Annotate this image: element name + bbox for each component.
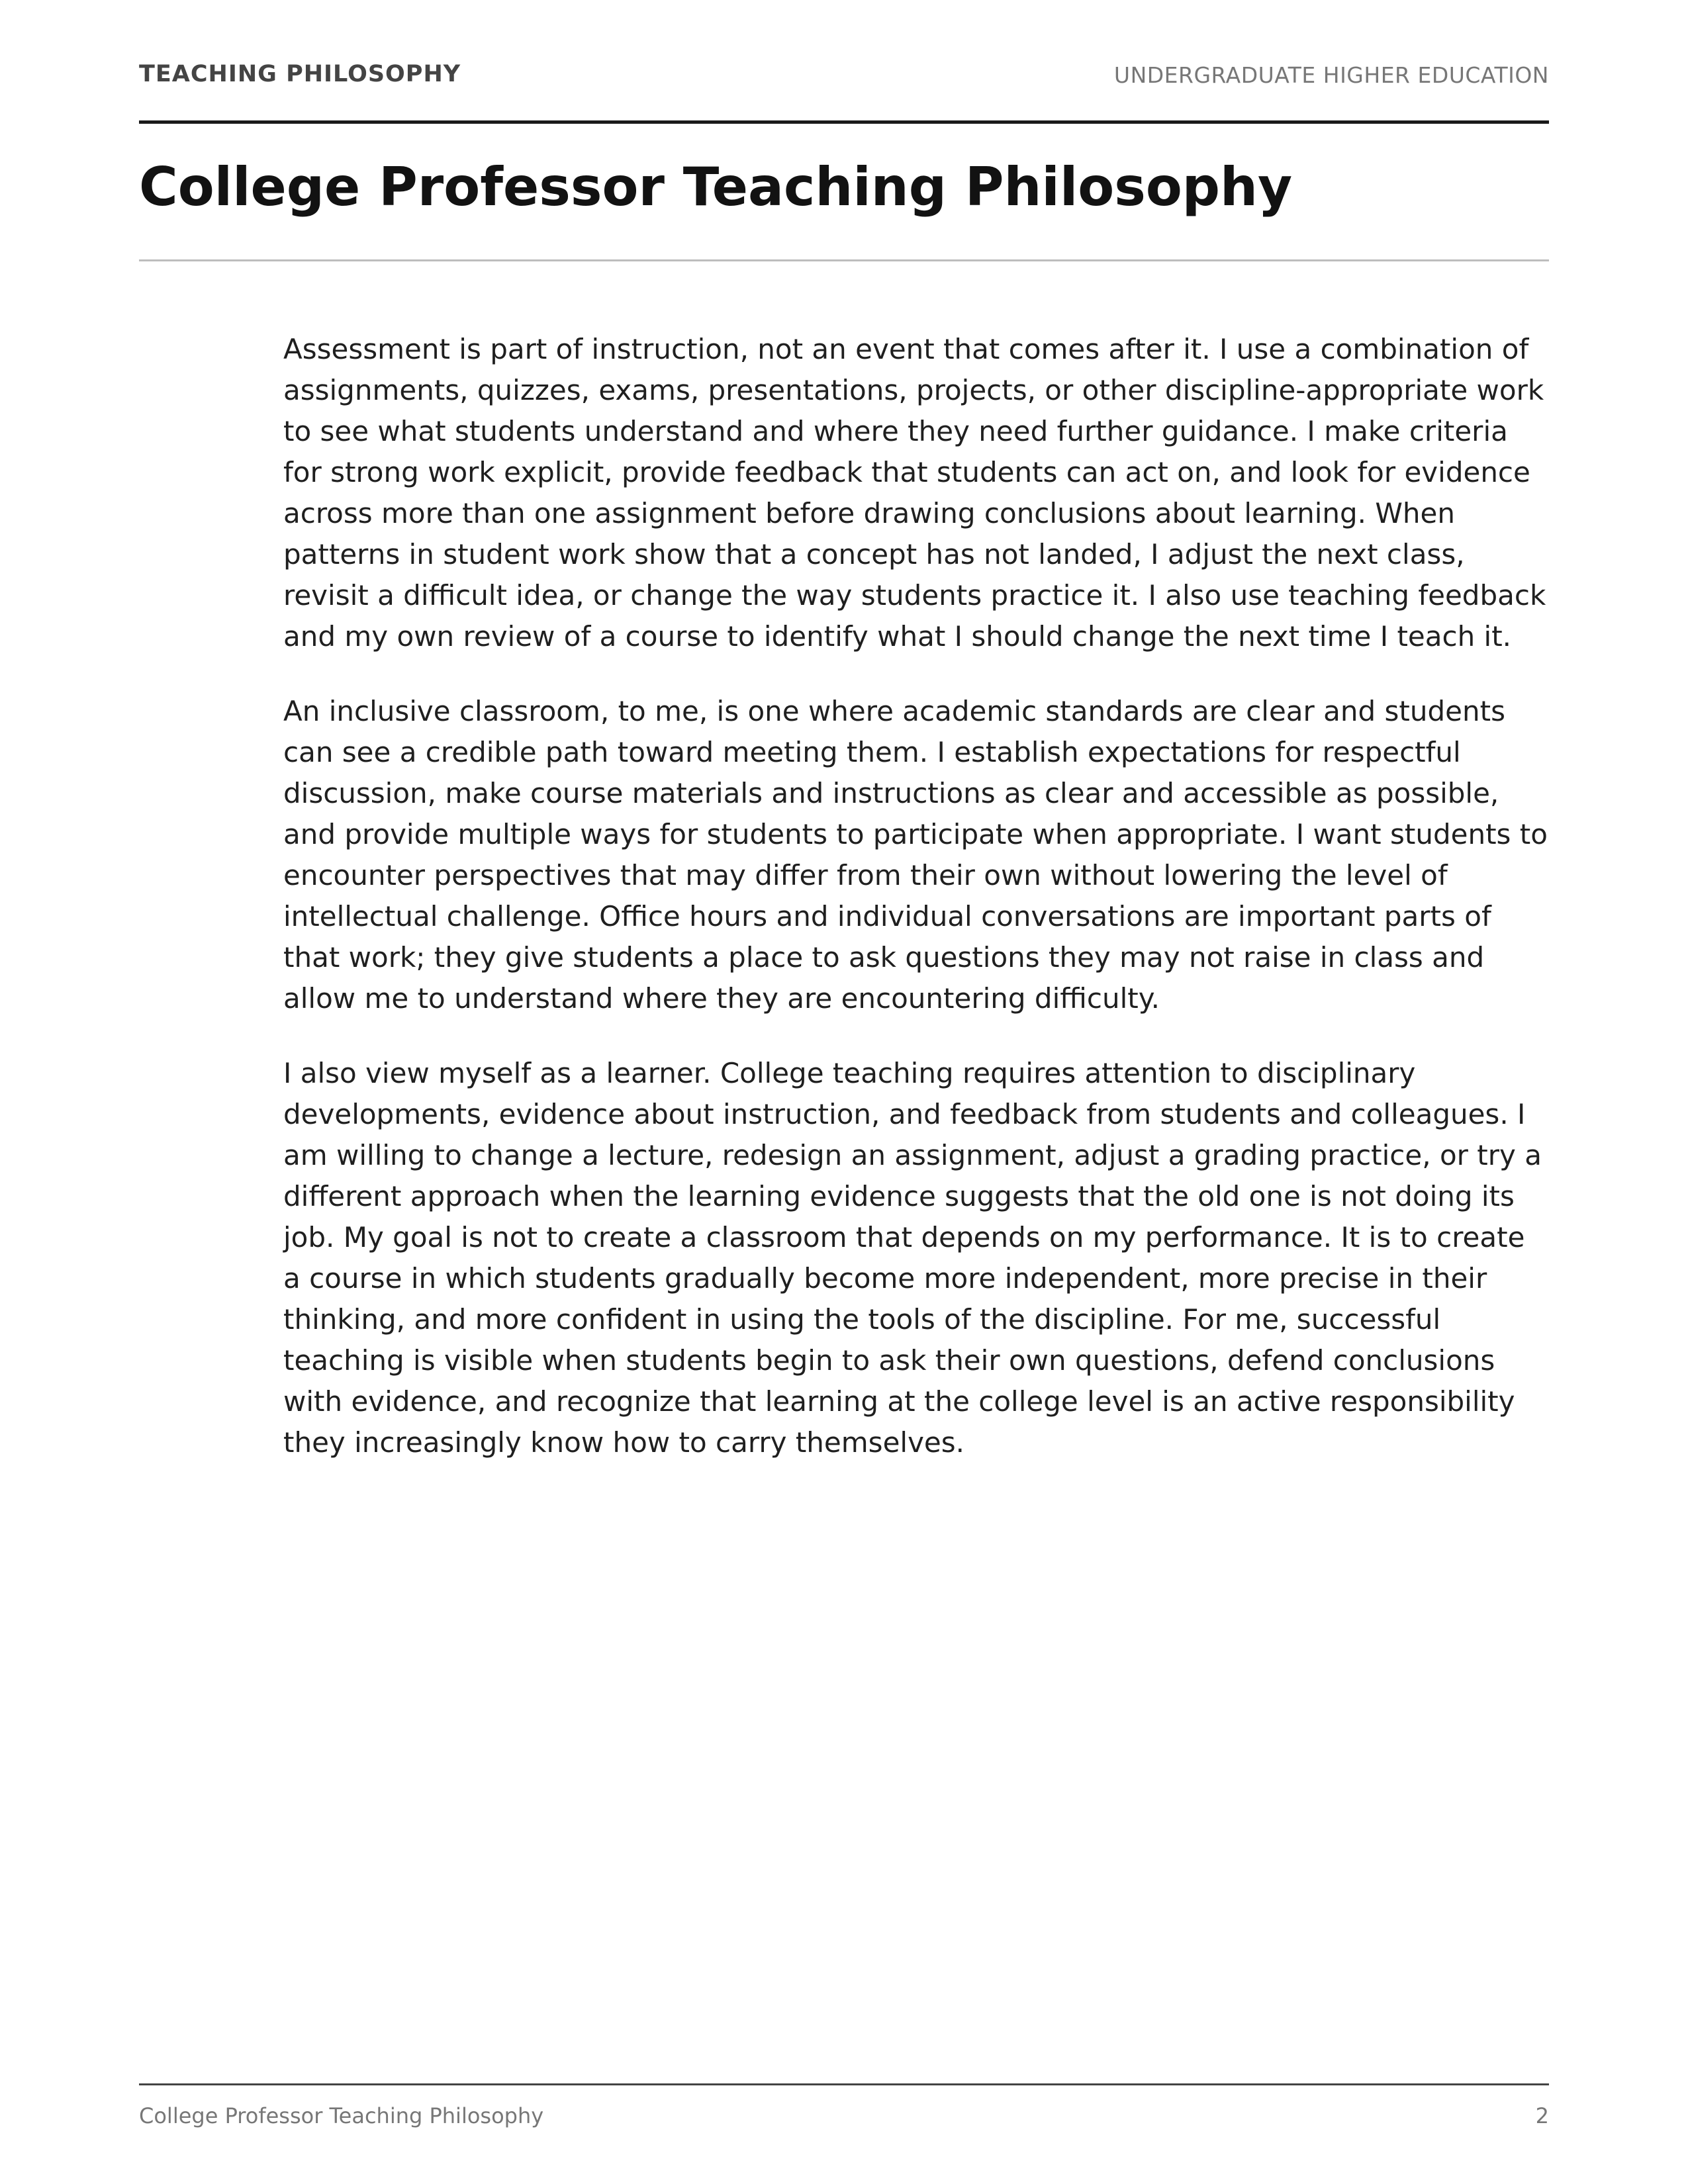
page-title: College Professor Teaching Philosophy	[139, 156, 1293, 218]
body-text	[283, 329, 1550, 1497]
header-section-label: TEACHING PHILOSOPHY	[139, 61, 461, 87]
page-number: 2	[1535, 2103, 1549, 2128]
header-context-label: UNDERGRADUATE HIGHER EDUCATION	[1113, 62, 1549, 88]
running-header	[139, 61, 1549, 94]
title-divider	[139, 259, 1549, 261]
paragraph-learner: I also view myself as a learner. College teaching requires attention to disciplinary developments, evidence about instruction, and feedback from students and colleagues. I am willing to change a lecture, redesign an assignment, adjust a grading practice, or try a different approach when the learning evidence suggests that the old one is not doing its job. My goal is not to create a classroom that depends on my performance. It is to create a course in which students gradually become more independent, more precise in their thinking, and more confident in using the tools of the discipline. For me, successful teaching is visible when students begin to ask their own questions, defend conclusions with evidence, and recognize that learning at the college level is an active responsibility they increasingly know how to carry themselves.	[283, 1057, 1542, 1459]
footer-divider	[139, 2083, 1549, 2085]
footer-document-title: College Professor Teaching Philosophy	[139, 2103, 544, 2128]
header-divider	[139, 120, 1549, 124]
paragraph-assessment: Assessment is part of instruction, not an event that comes after it. I use a combination of assignments, quizzes, exams, presentations, projects, or other discipline-appropriate work to see what students understand and where they need further guidance. I make criteria for strong work explicit, provide feedback that students can act on, and look for evidence across more than one assignment before drawing conclusions about learning. When patterns in student work show that a concept has not landed, I adjust the next class, revisit a difficult idea, or change the way students practice it. I also use teaching feedback and my own review of a course to identify what I should change the next time I teach it.	[283, 333, 1546, 653]
paragraph-inclusive-classroom: An inclusive classroom, to me, is one where academic standards are clear and students can see a credible path toward meeting them. I establish expectations for respectful discussion, make course materials and instructions as clear and accessible as possible, and provide multiple ways for students to participate when appropriate. I want students to encounter perspectives that may differ from their own without lowering the level of intellectual challenge. Office hours and individual conversations are important parts of that work; they give students a place to ask questions they may not raise in class and allow me to understand where they are encountering difficulty.	[283, 695, 1548, 1015]
